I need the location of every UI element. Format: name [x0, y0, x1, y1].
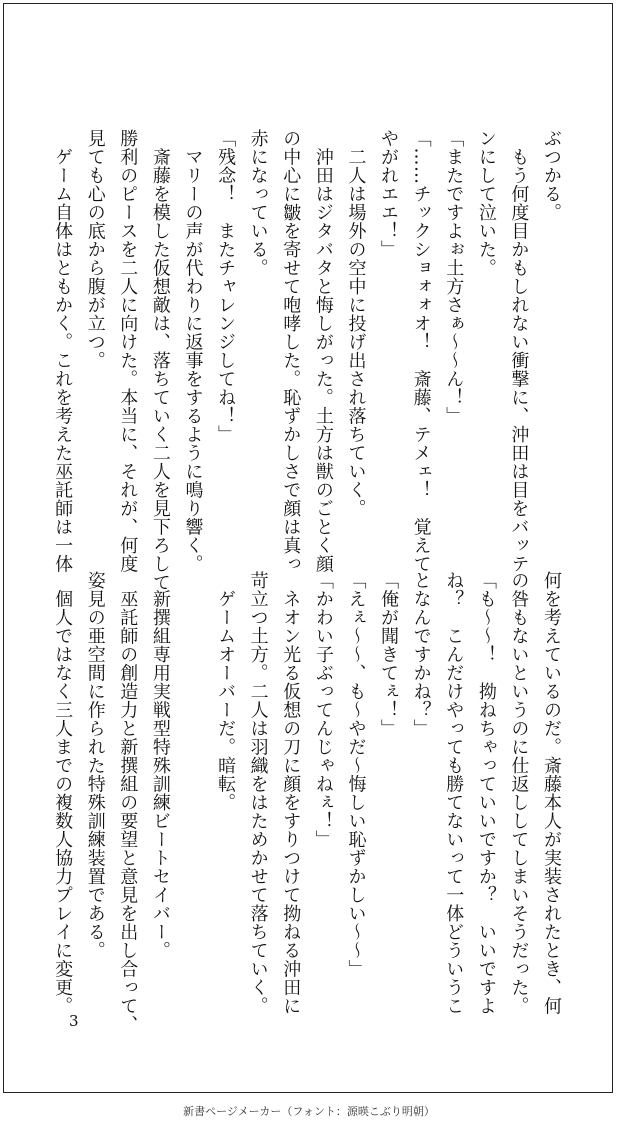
text-line: 苛立つ土方。二人は羽織をはためかせて落ちていく。: [247, 571, 269, 1015]
text-line: 「残念！ またチャレンジしてね！」: [215, 129, 237, 444]
text-line: の中心に皺を寄せて咆哮した。恥ずかしさで顔は真っ: [280, 129, 302, 573]
text-line: 「かわい子ぶってんじゃねぇ！」: [312, 571, 334, 849]
text-line: やがれエエ！」: [378, 129, 400, 259]
text-line: 「も〜〜！ 拗ねちゃっていいですか？ いいですよ: [475, 571, 497, 1015]
text-line: 沖田はジタバタと悔しがった。土方は獣のごとく顔: [312, 129, 334, 573]
text-line: ゲームオーバーだ。暗転。: [215, 571, 237, 812]
text-block-bottom: [52, 571, 562, 1034]
text-line: マリーの声が代わりに返事をするように鳴り響く。: [182, 129, 204, 573]
text-line: 赤になっている。: [247, 129, 269, 277]
text-line: 「えぇ〜〜、も〜やだ〜悔しい恥ずかしい〜〜」: [345, 571, 367, 978]
text-line: 勝利のピースを二人に向けた。本当に、それが、何度: [117, 129, 139, 573]
text-line: 「……チックショォォオ！ 斎藤、テメェ！ 覚えて: [410, 129, 432, 573]
text-line: 個人ではなく三人までの複数人協力プレイに変更。: [52, 571, 74, 1015]
text-line: 見ても心の底から腹が立つ。: [84, 129, 106, 370]
text-line: ゲーム自体はともかく。これを考えた巫託師は一体: [52, 129, 74, 573]
text-line: ネオン光る仮想の刀に顔をすりつけて拗ねる沖田に: [280, 571, 302, 1015]
text-line: 姿見の亜空間に作られた特殊訓練装置である。: [84, 571, 106, 960]
text-line: となんですかね？」: [410, 571, 432, 738]
text-line: ね？ こんだけやっても勝てないって一体どういうこ: [443, 571, 465, 1015]
footer-credit: 新書ページメーカー（フォント：源暎こぶり明朝）: [183, 1105, 435, 1118]
text-line: 何を考えているのだ。斎藤本人が実装されたとき、何: [541, 571, 562, 1015]
text-line: ンにして泣いた。: [475, 129, 497, 277]
text-line: 巫託師の創造力と新撰組の要望と意見を出し合って、: [117, 571, 139, 1034]
page-number: 3: [69, 1012, 79, 1030]
text-line: ぶつかる。: [541, 129, 562, 222]
text-line: の咎もないというのに仕返ししてしまいそうだった。: [508, 571, 530, 1015]
text-line: 「俺が聞きてぇ！」: [378, 571, 400, 738]
manuscript-page: [3, 3, 613, 1093]
text-block-top: [52, 129, 562, 592]
text-line: 「またですよぉ土方さぁ〜〜ん！」: [443, 129, 465, 425]
text-line: 新撰組専用実戦型特殊訓練ビートセイバー。: [149, 571, 171, 960]
text-line: もう何度目かもしれない衝撃に、沖田は目をバッテ: [508, 129, 530, 573]
text-line: 斎藤を模した仮想敵は、落ちていく二人を見下ろして: [149, 129, 171, 592]
blank-line: [183, 571, 201, 991]
text-line: 二人は場外の空中に投げ出され落ちていく。: [345, 129, 367, 518]
